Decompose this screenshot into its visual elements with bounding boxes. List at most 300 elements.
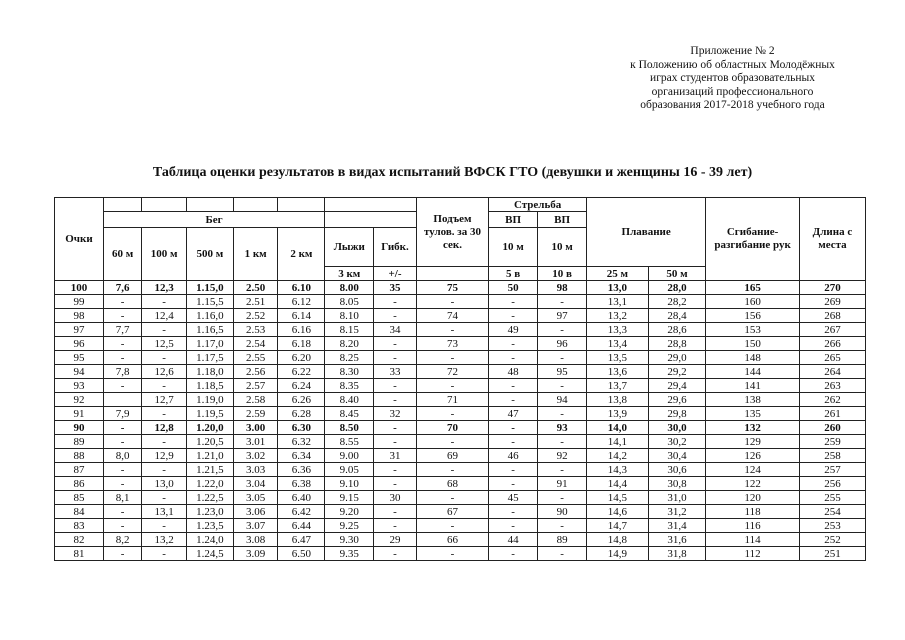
table-cell: 30,4: [648, 449, 705, 463]
table-cell: -: [538, 379, 587, 393]
table-cell: 1.18,0: [186, 365, 233, 379]
table-cell: -: [103, 477, 141, 491]
table-cell: -: [374, 477, 417, 491]
table-cell: 3.02: [233, 449, 278, 463]
table-cell: 2.52: [233, 309, 278, 323]
table-cell: 8.50: [325, 421, 374, 435]
table-cell: 262: [799, 393, 865, 407]
table-row: [55, 379, 866, 393]
table-cell: 96: [538, 337, 587, 351]
table-cell: 95: [55, 351, 104, 365]
table-cell: 13,0: [142, 477, 187, 491]
table-cell: 150: [706, 337, 800, 351]
table-cell: -: [416, 323, 488, 337]
table-cell: -: [489, 337, 538, 351]
table-cell: 1.17,0: [186, 337, 233, 351]
table-cell: 100: [55, 281, 104, 295]
table-cell: 13,6: [587, 365, 649, 379]
table-cell: -: [103, 295, 141, 309]
table-cell: 6.30: [278, 421, 325, 435]
header-strelba: Стрельба: [489, 198, 587, 212]
table-cell: 9.10: [325, 477, 374, 491]
table-cell: 7,9: [103, 407, 141, 421]
header-vp-1: ВП: [489, 212, 538, 228]
table-cell: 9.20: [325, 505, 374, 519]
table-cell: -: [142, 435, 187, 449]
table-cell: 91: [538, 477, 587, 491]
table-cell: 6.47: [278, 533, 325, 547]
header-podem: Подъем тулов. за 30 сек.: [416, 198, 488, 267]
table-cell: 126: [706, 449, 800, 463]
table-cell: 6.22: [278, 365, 325, 379]
table-cell: 1.17,5: [186, 351, 233, 365]
table-cell: 68: [416, 477, 488, 491]
table-cell: 82: [55, 533, 104, 547]
header-1km: 1 км: [233, 228, 278, 281]
table-cell: [103, 393, 141, 407]
table-cell: 257: [799, 463, 865, 477]
table-cell: 14,1: [587, 435, 649, 449]
table-cell: 75: [416, 281, 488, 295]
table-row: [55, 533, 866, 547]
table-cell: -: [103, 379, 141, 393]
table-cell: 9.30: [325, 533, 374, 547]
header-sgib: Сгибание-разгибание рук: [706, 198, 800, 281]
table-cell: -: [103, 421, 141, 435]
table-cell: 261: [799, 407, 865, 421]
table-cell: -: [416, 435, 488, 449]
table-cell: 31,2: [648, 505, 705, 519]
table-cell: 30,6: [648, 463, 705, 477]
table-row: [55, 435, 866, 449]
table-cell: -: [416, 463, 488, 477]
table-cell: 254: [799, 505, 865, 519]
table-cell: 28,4: [648, 309, 705, 323]
table-cell: 2.55: [233, 351, 278, 365]
table-cell: -: [142, 547, 187, 561]
table-cell: -: [374, 463, 417, 477]
table-cell: 264: [799, 365, 865, 379]
table-cell: 29,6: [648, 393, 705, 407]
table-cell: -: [103, 519, 141, 533]
table-cell: 12,5: [142, 337, 187, 351]
table-cell: 90: [55, 421, 104, 435]
table-row: [55, 505, 866, 519]
table-cell: 44: [489, 533, 538, 547]
header-2km: 2 км: [278, 228, 325, 281]
table-cell: 28,6: [648, 323, 705, 337]
table-cell: 14,9: [587, 547, 649, 561]
table-cell: 12,6: [142, 365, 187, 379]
table-cell: -: [489, 435, 538, 449]
table-cell: 99: [55, 295, 104, 309]
table-cell: 124: [706, 463, 800, 477]
table-cell: 116: [706, 519, 800, 533]
table-cell: 14,4: [587, 477, 649, 491]
table-cell: 251: [799, 547, 865, 561]
table-cell: -: [374, 295, 417, 309]
table-cell: 3.06: [233, 505, 278, 519]
table-cell: -: [538, 351, 587, 365]
table-cell: -: [142, 351, 187, 365]
table-cell: 13,3: [587, 323, 649, 337]
table-cell: 28,8: [648, 337, 705, 351]
table-cell: 70: [416, 421, 488, 435]
table-cell: 8.05: [325, 295, 374, 309]
table-cell: 266: [799, 337, 865, 351]
table-cell: 1.22,5: [186, 491, 233, 505]
table-cell: 98: [538, 281, 587, 295]
table-cell: -: [489, 463, 538, 477]
scoring-table: [54, 197, 866, 561]
table-cell: 92: [538, 449, 587, 463]
table-cell: 31,0: [648, 491, 705, 505]
table-cell: 7,6: [103, 281, 141, 295]
table-cell: 14,3: [587, 463, 649, 477]
table-cell: 7,8: [103, 365, 141, 379]
table-cell: -: [103, 505, 141, 519]
table-cell: 6.50: [278, 547, 325, 561]
table-cell: 8.25: [325, 351, 374, 365]
table-cell: 8.00: [325, 281, 374, 295]
table-cell: 2.57: [233, 379, 278, 393]
table-cell: 30,2: [648, 435, 705, 449]
header-10m-b: 10 м: [538, 228, 587, 267]
table-cell: -: [142, 295, 187, 309]
table-cell: 14,6: [587, 505, 649, 519]
table-cell: 6.10: [278, 281, 325, 295]
table-cell: 8,1: [103, 491, 141, 505]
page-title: Таблица оценки результатов в видах испытаний ВФСК ГТО (девушки и женщины 16 - 39 лет): [152, 165, 753, 180]
header-gibk-unit: +/-: [374, 267, 417, 281]
header-ochki: Очки: [55, 198, 104, 281]
table-cell: 153: [706, 323, 800, 337]
table-cell: -: [374, 519, 417, 533]
header-100m: 100 м: [142, 228, 187, 281]
table-cell: -: [142, 379, 187, 393]
table-row: [55, 463, 866, 477]
table-cell: -: [142, 519, 187, 533]
table-cell: 72: [416, 365, 488, 379]
table-cell: 13,2: [142, 533, 187, 547]
table-cell: 12,4: [142, 309, 187, 323]
table-cell: 1.19,5: [186, 407, 233, 421]
table-cell: 81: [55, 547, 104, 561]
table-cell: 84: [55, 505, 104, 519]
table-cell: 8.40: [325, 393, 374, 407]
table-cell: 8.35: [325, 379, 374, 393]
table-cell: 13,5: [587, 351, 649, 365]
table-cell: 94: [538, 393, 587, 407]
table-cell: 141: [706, 379, 800, 393]
table-cell: 6.16: [278, 323, 325, 337]
table-cell: 48: [489, 365, 538, 379]
table-cell: 114: [706, 533, 800, 547]
table-cell: 269: [799, 295, 865, 309]
table-cell: 6.14: [278, 309, 325, 323]
table-cell: 6.44: [278, 519, 325, 533]
table-cell: 97: [538, 309, 587, 323]
header-10v: 10 в: [538, 267, 587, 281]
header-dlina: Длина с места: [799, 198, 865, 281]
table-cell: -: [489, 505, 538, 519]
table-cell: -: [103, 463, 141, 477]
table-cell: 74: [416, 309, 488, 323]
table-cell: -: [489, 393, 538, 407]
header-vp-2: ВП: [538, 212, 587, 228]
table-cell: 165: [706, 281, 800, 295]
header-plavanie: Плавание: [587, 198, 706, 267]
table-cell: -: [489, 421, 538, 435]
table-cell: 1.21,5: [186, 463, 233, 477]
table-cell: 270: [799, 281, 865, 295]
table-cell: 6.34: [278, 449, 325, 463]
table-cell: 1.23,0: [186, 505, 233, 519]
table-cell: 29,0: [648, 351, 705, 365]
table-cell: 13,4: [587, 337, 649, 351]
table-cell: 267: [799, 323, 865, 337]
table-cell: 13,1: [142, 505, 187, 519]
table-cell: 14,0: [587, 421, 649, 435]
table-cell: 92: [55, 393, 104, 407]
table-cell: 35: [374, 281, 417, 295]
table-cell: 50: [489, 281, 538, 295]
table-cell: -: [538, 435, 587, 449]
table-cell: 1.20,0: [186, 421, 233, 435]
table-cell: -: [416, 407, 488, 421]
table-cell: 1.21,0: [186, 449, 233, 463]
appendix-note: [560, 45, 905, 113]
table-cell: 14,5: [587, 491, 649, 505]
table-cell: 8.30: [325, 365, 374, 379]
table-cell: 33: [374, 365, 417, 379]
table-cell: 256: [799, 477, 865, 491]
table-cell: 9.25: [325, 519, 374, 533]
table-cell: 87: [55, 463, 104, 477]
table-cell: 3.01: [233, 435, 278, 449]
header-50m: 50 м: [648, 267, 705, 281]
table-cell: 93: [538, 421, 587, 435]
table-row: [55, 393, 866, 407]
table-cell: 46: [489, 449, 538, 463]
table-cell: -: [374, 351, 417, 365]
table-cell: -: [538, 463, 587, 477]
table-cell: -: [374, 337, 417, 351]
table-cell: 3.00: [233, 421, 278, 435]
table-row: [55, 309, 866, 323]
table-cell: -: [142, 407, 187, 421]
table-cell: 86: [55, 477, 104, 491]
table-cell: 1.16,5: [186, 323, 233, 337]
table-cell: 2.51: [233, 295, 278, 309]
table-cell: 6.20: [278, 351, 325, 365]
table-cell: 6.40: [278, 491, 325, 505]
table-cell: 1.18,5: [186, 379, 233, 393]
table-cell: 66: [416, 533, 488, 547]
table-cell: -: [538, 323, 587, 337]
header-gibk: Гибк.: [374, 228, 417, 267]
table-cell: -: [416, 351, 488, 365]
table-cell: 265: [799, 351, 865, 365]
header-500m: 500 м: [186, 228, 233, 281]
table-cell: 144: [706, 365, 800, 379]
appendix-line: к Положению об областных Молодёжных: [630, 58, 835, 71]
table-cell: 29,8: [648, 407, 705, 421]
table-cell: -: [374, 309, 417, 323]
table-cell: 31,8: [648, 547, 705, 561]
table-cell: -: [538, 407, 587, 421]
table-cell: -: [374, 435, 417, 449]
table-row: [55, 519, 866, 533]
table-cell: 89: [538, 533, 587, 547]
table-cell: 29: [374, 533, 417, 547]
table-cell: 3.09: [233, 547, 278, 561]
table-cell: -: [374, 547, 417, 561]
table-cell: 29,4: [648, 379, 705, 393]
table-cell: 29,2: [648, 365, 705, 379]
table-cell: 6.24: [278, 379, 325, 393]
header-beg: Бег: [103, 212, 324, 228]
table-cell: 30,8: [648, 477, 705, 491]
table-cell: 2.59: [233, 407, 278, 421]
table-cell: 13,1: [587, 295, 649, 309]
table-cell: 93: [55, 379, 104, 393]
table-cell: 3.03: [233, 463, 278, 477]
table-cell: 6.26: [278, 393, 325, 407]
table-cell: 260: [799, 421, 865, 435]
table-cell: 83: [55, 519, 104, 533]
table-cell: 8.55: [325, 435, 374, 449]
table-cell: 3.04: [233, 477, 278, 491]
table-cell: 8,0: [103, 449, 141, 463]
table-cell: 8.10: [325, 309, 374, 323]
appendix-line: образования 2017-2018 учебного года: [640, 99, 825, 111]
table-cell: 45: [489, 491, 538, 505]
table-cell: -: [374, 505, 417, 519]
table-cell: 8.15: [325, 323, 374, 337]
table-cell: 30: [374, 491, 417, 505]
table-cell: 69: [416, 449, 488, 463]
table-cell: -: [103, 435, 141, 449]
table-cell: 1.20,5: [186, 435, 233, 449]
table-cell: 49: [489, 323, 538, 337]
table-cell: 6.36: [278, 463, 325, 477]
table-cell: 7,7: [103, 323, 141, 337]
table-cell: 268: [799, 309, 865, 323]
table-cell: -: [538, 547, 587, 561]
table-cell: 98: [55, 309, 104, 323]
header-5v: 5 в: [489, 267, 538, 281]
header-25m: 25 м: [587, 267, 649, 281]
table-cell: 1.19,0: [186, 393, 233, 407]
table-row: [55, 337, 866, 351]
table-cell: 32: [374, 407, 417, 421]
table-cell: -: [103, 309, 141, 323]
table-cell: 6.28: [278, 407, 325, 421]
table-cell: 263: [799, 379, 865, 393]
table-cell: -: [374, 393, 417, 407]
table-row: [55, 477, 866, 491]
table-cell: 47: [489, 407, 538, 421]
table-cell: 1.15,5: [186, 295, 233, 309]
table-cell: -: [142, 463, 187, 477]
table-cell: 8,2: [103, 533, 141, 547]
table-cell: 129: [706, 435, 800, 449]
table-cell: 1.15,0: [186, 281, 233, 295]
table-row: [55, 421, 866, 435]
table-cell: 135: [706, 407, 800, 421]
table-cell: 85: [55, 491, 104, 505]
table-cell: 118: [706, 505, 800, 519]
table-cell: -: [142, 491, 187, 505]
table-cell: 3.08: [233, 533, 278, 547]
table-cell: 30,0: [648, 421, 705, 435]
table-cell: 132: [706, 421, 800, 435]
table-cell: 122: [706, 477, 800, 491]
table-cell: 90: [538, 505, 587, 519]
table-cell: -: [538, 519, 587, 533]
table-cell: 1.16,0: [186, 309, 233, 323]
table-cell: 14,7: [587, 519, 649, 533]
table-cell: 138: [706, 393, 800, 407]
appendix-line: играх студентов образовательных: [650, 72, 815, 84]
table-cell: -: [489, 351, 538, 365]
table-row: [55, 351, 866, 365]
table-row: [55, 407, 866, 421]
table-cell: 8.45: [325, 407, 374, 421]
table-cell: 120: [706, 491, 800, 505]
table-body: [55, 281, 866, 561]
table-row: [55, 295, 866, 309]
table-cell: 67: [416, 505, 488, 519]
table-cell: -: [489, 519, 538, 533]
table-cell: 28,0: [648, 281, 705, 295]
table-cell: 1.22,0: [186, 477, 233, 491]
table-cell: 12,7: [142, 393, 187, 407]
table-cell: 6.38: [278, 477, 325, 491]
table-cell: 14,8: [587, 533, 649, 547]
table-cell: 1.23,5: [186, 519, 233, 533]
table-cell: 258: [799, 449, 865, 463]
table-row: [55, 547, 866, 561]
table-cell: -: [489, 547, 538, 561]
table-cell: 2.54: [233, 337, 278, 351]
table-cell: -: [489, 295, 538, 309]
table-cell: -: [374, 421, 417, 435]
table-cell: -: [416, 295, 488, 309]
header-10m-a: 10 м: [489, 228, 538, 267]
table-cell: 12,3: [142, 281, 187, 295]
table-cell: 73: [416, 337, 488, 351]
table-cell: 1.24,0: [186, 533, 233, 547]
table-cell: 9.35: [325, 547, 374, 561]
table-cell: 156: [706, 309, 800, 323]
table-cell: 91: [55, 407, 104, 421]
table-cell: 252: [799, 533, 865, 547]
table-cell: -: [103, 547, 141, 561]
table-cell: -: [538, 491, 587, 505]
table-cell: 3.07: [233, 519, 278, 533]
table-cell: 253: [799, 519, 865, 533]
table-cell: 148: [706, 351, 800, 365]
table-cell: 13,8: [587, 393, 649, 407]
table-cell: -: [489, 379, 538, 393]
header-60m: 60 м: [103, 228, 141, 281]
table-cell: 13,7: [587, 379, 649, 393]
table-cell: 2.53: [233, 323, 278, 337]
table-header: [55, 198, 866, 281]
table-cell: -: [416, 547, 488, 561]
